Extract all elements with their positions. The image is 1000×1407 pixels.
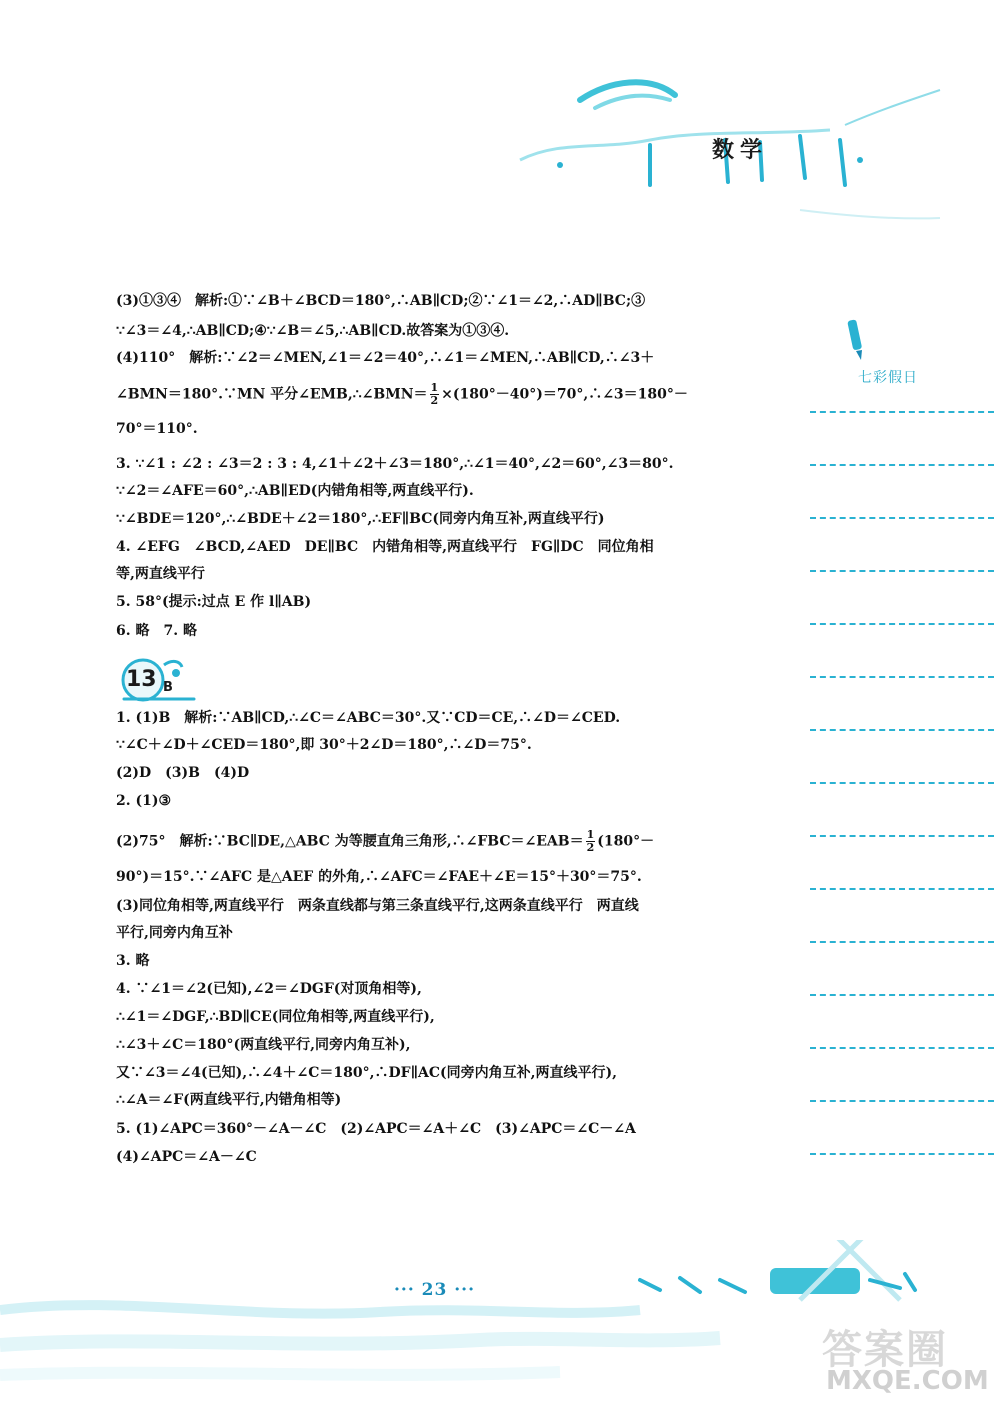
fraction-numerator: 1 [586,828,595,841]
section-number: 13 [126,667,157,692]
answer-text: (2)75° 解析:∵BC∥DE,△ABC 为等腰直角三角形,∴∠FBC＝∠EAB＝ [116,833,584,850]
answer-line: (2)D (3)B (4)D [116,765,250,781]
note-line [810,1100,994,1102]
answer-line: 4. ∠EFG ∠BCD,∠AED DE∥BC 内错角相等,两直线平行 FG∥DC 同位角相 [116,539,654,555]
sidebar-label: 七彩假日 [858,370,918,386]
answer-text: ∠BMN＝180°.∵MN 平分∠EMB,∴∠BMN＝ [116,386,428,403]
answer-line: 6. 略 7. 略 [116,623,197,639]
note-line [810,570,994,572]
answer-line: (3)同位角相等,两直线平行 两条直线都与第三条直线平行,这两条直线平行 两直线 [116,898,639,914]
answer-line: 70°＝110°. [116,421,198,437]
note-line [810,411,994,413]
answer-line: (3)①③④ 解析:①∵∠B＋∠BCD＝180°,∴AB∥CD;②∵∠1＝∠2,∴AD∥BC;③ [116,293,646,309]
note-line [810,517,994,519]
answer-line: ∴∠A＝∠F(两直线平行,内错角相等) [116,1092,342,1108]
answer-line: ∵∠BDE＝120°,∴∠BDE＋∠2＝180°,∴EF∥BC(同旁内角互补,两直线平行) [116,511,605,527]
watermark-url: MXQE.COM [826,1366,989,1396]
note-line [810,729,994,731]
answer-line-with-fraction [116,382,688,407]
answer-line: 等,两直线平行 [116,566,205,582]
note-line [810,888,994,890]
fraction-denominator: 2 [586,841,595,854]
subject-title: 数学 [712,137,769,163]
answer-line: ∵∠2＝∠AFE＝60°,∴AB∥ED(内错角相等,两直线平行). [116,483,474,499]
fraction-numerator: 1 [430,381,439,394]
answer-line: 又∵∠3＝∠4(已知),∴∠4＋∠C＝180°,∴DF∥AC(同旁内角互补,两直线平行), [116,1065,617,1081]
answer-text: ×(180°－40°)＝70°,∴∠3＝180°－ [441,386,688,403]
fraction-denominator: 2 [430,394,439,407]
fraction [586,829,596,854]
fraction [430,382,440,407]
watermark-brand: 答案圈 [822,1327,948,1373]
answer-line: 5. (1)∠APC＝360°－∠A－∠C (2)∠APC＝∠A＋∠C (3)∠APC＝∠C－∠A [116,1121,636,1137]
answer-line: (4)110° 解析:∵∠2＝∠MEN,∠1＝∠2＝40°,∴∠1＝∠MEN,∴AB∥CD,∴∠3＋ [116,350,655,366]
answer-line: ∴∠3＋∠C＝180°(两直线平行,同旁内角互补), [116,1037,411,1053]
note-line [810,782,994,784]
answer-line-with-fraction [116,829,654,854]
answer-line: ∵∠3＝∠4,∴AB∥CD;④∵∠B＝∠5,∴AB∥CD.故答案为①③④. [116,323,510,339]
answer-line: 2. (1)③ [116,793,172,809]
note-line [810,1047,994,1049]
answer-text: (180°－ [597,833,655,850]
note-line [810,1153,994,1155]
note-line [810,994,994,996]
answer-line: 3. ∵∠1 : ∠2 : ∠3＝2 : 3 : 4,∠1＋∠2＋∠3＝180°,∴∠1＝40°,∠2＝60°,∠3＝80°. [116,456,674,472]
note-line [810,464,994,466]
answer-line: 平行,同旁内角互补 [116,925,233,941]
answer-line: ∴∠1＝∠DGF,∴BD∥CE(同位角相等,两直线平行), [116,1009,435,1025]
note-line [810,676,994,678]
note-line [810,623,994,625]
answer-line: ∵∠C＋∠D＋∠CED＝180°,即 30°＋2∠D＝180°,∴∠D＝75°. [116,737,532,753]
note-line [810,941,994,943]
pen-icon [844,318,868,362]
answer-line: 4. ∵∠1＝∠2(已知),∠2＝∠DGF(对顶角相等), [116,981,422,997]
answer-line: (4)∠APC＝∠A－∠C [116,1149,257,1165]
answer-line: 5. 58°(提示:过点 E 作 l∥AB) [116,594,312,610]
answer-line: 90°)＝15°.∵∠AFC 是△AEF 的外角,∴∠AFC＝∠FAE＋∠E＝15°＋30°＝75°. [116,869,642,885]
section-letter: B [163,680,173,695]
note-line [810,835,994,837]
answer-line: 1. (1)B 解析:∵AB∥CD,∴∠C＝∠ABC＝30°.又∵CD＝CE,∴∠D＝∠CED. [116,710,621,726]
answer-line: 3. 略 [116,953,150,969]
page-number: ··· 23 ··· [394,1280,476,1300]
